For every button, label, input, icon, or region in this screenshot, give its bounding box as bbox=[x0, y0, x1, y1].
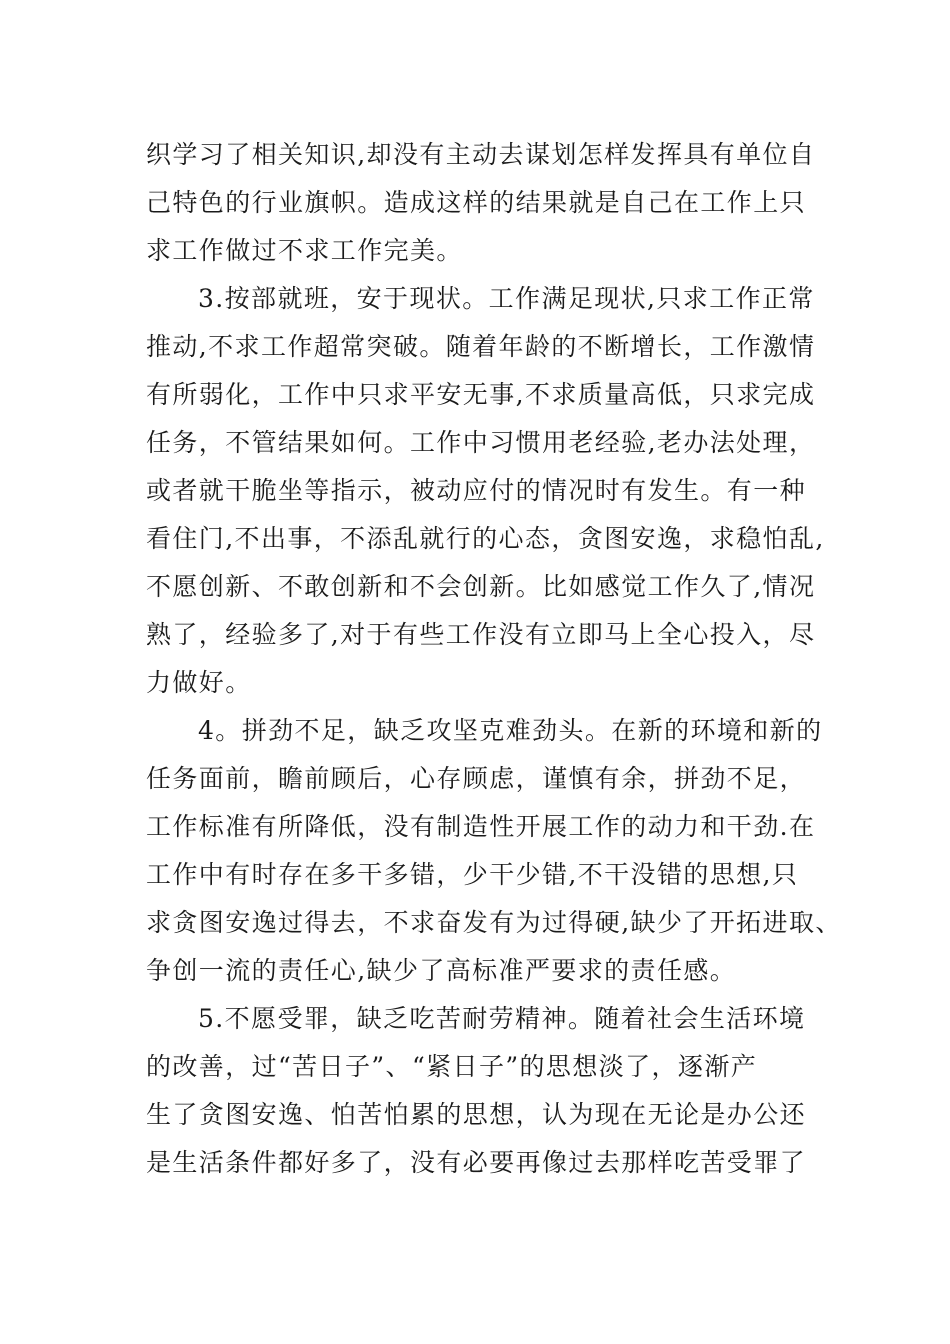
text-line: 看住门,不出事，不添乱就行的心态，贪图安逸，求稳怕乱, bbox=[146, 524, 825, 553]
text-line: 或者就干脆坐等指示，被动应付的情况时有发生。有一种 bbox=[146, 476, 807, 505]
text-line: 推动,不求工作超常突破。随着年龄的不断增长，工作激情 bbox=[146, 332, 816, 361]
text-line: 工作中有时存在多干多错，少干少错,不干没错的思想,只 bbox=[146, 860, 799, 889]
text-line: 的改善，过“苦日子”、“紧日子”的思想淡了，逐渐产 bbox=[146, 1052, 758, 1081]
paragraph-3-heading-line: 3.按部就班，安于现状。工作满足现状,只求工作正常 bbox=[198, 284, 815, 313]
text-line: 不愿创新、不敢创新和不会创新。比如感觉工作久了,情况 bbox=[146, 572, 816, 601]
text-line: 任务面前，瞻前顾后，心存顾虑，谨慎有余，拼劲不足， bbox=[146, 764, 807, 793]
text-line: 己特色的行业旗帜。造成这样的结果就是自己在工作上只 bbox=[146, 188, 807, 217]
text-line: 熟了，经验多了,对于有些工作没有立即马上全心投入，尽 bbox=[146, 620, 816, 649]
text-line: 争创一流的责任心,缺少了高标准严要求的责任感。 bbox=[146, 956, 737, 985]
text-line: 任务，不管结果如何。工作中习惯用老经验,老办法处理， bbox=[146, 428, 816, 457]
text-line: 是生活条件都好多了，没有必要再像过去那样吃苦受罪了 bbox=[146, 1148, 807, 1177]
paragraph-5-heading-line: 5.不愿受罪，缺乏吃苦耐劳精神。随着社会生活环境 bbox=[198, 1004, 806, 1033]
paragraph-4-heading-line: 4。拼劲不足，缺乏攻坚克难劲头。在新的环境和新的 bbox=[198, 716, 823, 745]
text-line: 有所弱化，工作中只求平安无事,不求质量高低，只求完成 bbox=[146, 380, 816, 409]
text-line: 生了贪图安逸、怕苦怕累的思想，认为现在无论是办公还 bbox=[146, 1100, 807, 1129]
text-line: 求工作做过不求工作完美。 bbox=[146, 236, 463, 265]
body-text bbox=[146, 131, 842, 1187]
text-line: 织学习了相关知识,却没有主动去谋划怎样发挥具有单位自 bbox=[146, 140, 816, 169]
text-line: 工作标准有所降低，没有制造性开展工作的动力和干劲.在 bbox=[146, 812, 816, 841]
text-line: 求贪图安逸过得去，不求奋发有为过得硬,缺少了开拓进取、 bbox=[146, 908, 842, 937]
text-line: 力做好。 bbox=[146, 668, 252, 697]
